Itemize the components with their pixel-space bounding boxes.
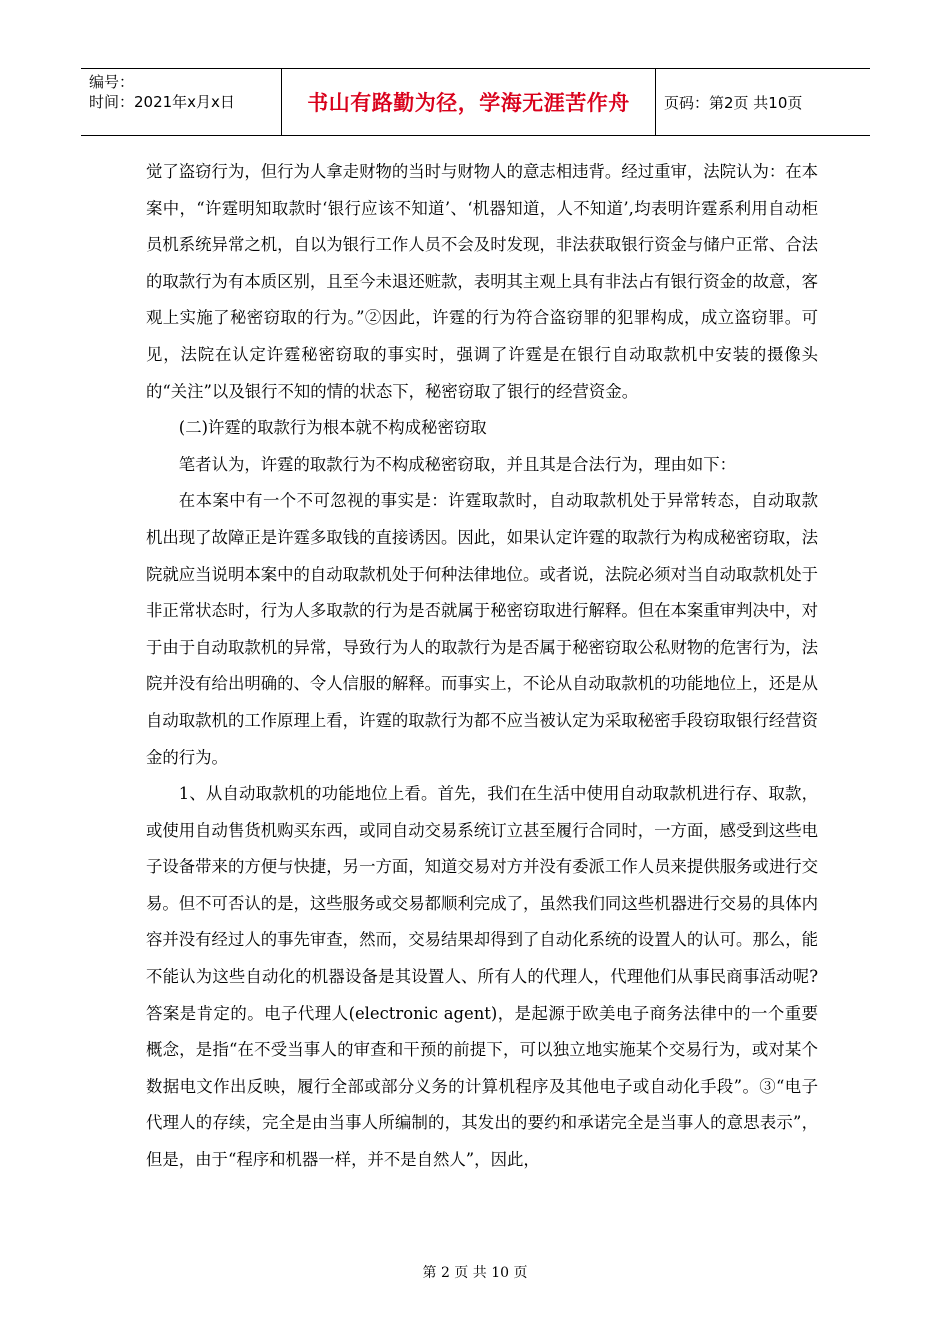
paragraph: 在本案中有一个不可忽视的事实是：许霆取款时，自动取款机处于异常转态，自动取款机出现了故障正是许霆多取钱的直接诱因。因此，如果认定许霆的取款行为构成秘密窃取，法院就应当说明本案中的自动取款机处于何种法律地位。或者说，法院必须对当自动取款机处于非正常状态时，行为人多取款的行为是否就属于秘密窃取进行解释。但在本案重审判决中，对于由于自动取款机的异常，导致行为人的取款行为是否属于秘密窃取公私财物的危害行为，法院并没有给出明确的、令人信服的解释。而事实上，不论从自动取款机的功能地位上，还是从自动取款机的工作原理上看，许霆的取款行为都不应当被认定为采取秘密手段窃取银行经营资金的行为。 (146, 491, 819, 767)
paragraph: 觉了盗窃行为，但行为人拿走财物的当时与财物人的意志相违背。经过重审，法院认为：在本案中，“许霆明知取款时‘银行应该不知道’、‘机器知道，人不知道’,均表明许霆系利用自动柜员机系统异常之机，自以为银行工作人员不会及时发现，非法获取银行资金与储户正常、合法的取款行为有本质区别，且至今未退还赃款，表明其主观上具有非法占有银行资金的故意，客观上实施了秘密窃取的行为。”②因此，许霆的行为符合盗窃罪的犯罪构成，成立盗窃罪。可见，法院在认定许霆秘密窃取的事实时，强调了许霆是在银行自动取款机中安装的摄像头的“关注”以及银行不知的情的状态下，秘密窃取了银行的经营资金。 (146, 162, 819, 401)
header-motto: 书山有路勤为径，学海无涯苦作舟 (307, 91, 630, 115)
time-label: 时间：2021年x月x日 (89, 93, 235, 111)
page-footer: 第 2 页 共 10 页 (422, 1265, 528, 1281)
number-label: 编号： (89, 73, 135, 91)
header-left-cell (81, 69, 282, 135)
paragraph: 笔者认为，许霆的取款行为不构成秘密窃取，并且其是合法行为，理由如下： (178, 454, 737, 474)
section-heading: (二)许霆的取款行为根本就不构成秘密窃取 (178, 418, 487, 438)
paragraph: 1、从自动取款机的功能地位上看。首先，我们在生活中使用自动取款机进行存、取款，或使用自动售货机购买东西，或同自动交易系统订立甚至履行合同时，一方面，感受到这些电子设备带来的方便与快捷，另一方面，知道交易对方并没有委派工作人员来提供服务或进行交易。但不可否认的是，这些服务或交易都顺利完成了，虽然我们同这些机器进行交易的具体内容并没有经过人的事先审查，然而，交易结果却得到了自动化系统的设置人的认可。那么，能不能认为这些自动化的机器设备是其设置人、所有人的代理人，代理他们从事民商事活动呢?答案是肯定的。电子代理人(electronic agent)，是起源于欧美电子商务法律中的一个重要概念，是指“在不受当事人的审查和干预的前提下，可以独立地实施某个交易行为，或对某个数据电文作出反映，履行全部或部分义务的计算机程序及其他电子或自动化手段”。③“电子代理人的存续，完全是由当事人所编制的，其发出的要约和承诺完全是当事人的意思表示”，但是，由于“程序和机器一样，并不是自然人”，因此， (146, 784, 819, 1170)
header-table (81, 68, 870, 136)
header-page-info: 页码：第2页 共10页 (664, 93, 803, 112)
header-page-cell (656, 69, 870, 135)
document-body (146, 154, 818, 1179)
header-motto-cell (282, 69, 656, 135)
